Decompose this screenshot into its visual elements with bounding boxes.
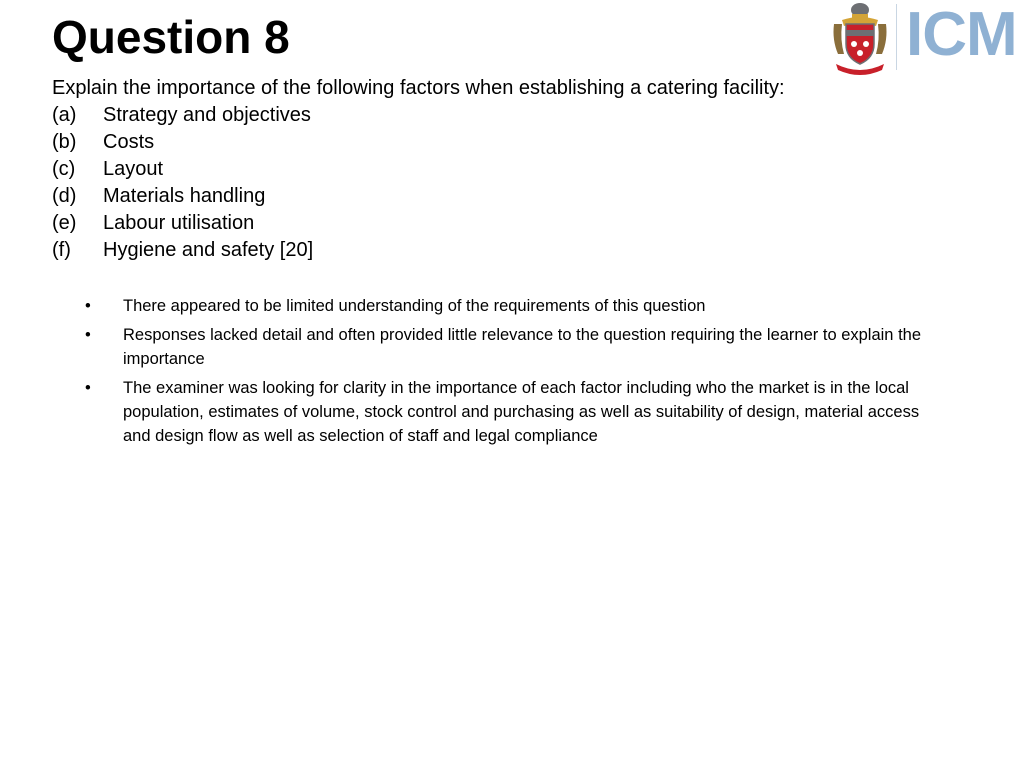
note-text: There appeared to be limited understanding of the requirements of this question: [123, 297, 706, 315]
factor-item: [52, 237, 952, 264]
slide-title: Question 8: [52, 11, 290, 63]
factor-text: Labour utilisation: [103, 212, 255, 234]
note-item: [85, 294, 945, 318]
note-item: [85, 323, 945, 371]
note-item: [85, 376, 945, 448]
note-text: Responses lacked detail and often provided little relevance to the question requiring the learner to explain the importance: [123, 326, 922, 368]
factor-letter: (f): [52, 239, 71, 261]
factor-text: Materials handling: [103, 185, 266, 207]
factor-text: Hygiene and safety [20]: [103, 239, 314, 261]
factor-item: [52, 102, 952, 129]
factor-letter: (a): [52, 104, 77, 126]
logo-divider: [896, 4, 897, 70]
question-block: [52, 75, 952, 264]
bullet-icon: •: [85, 379, 91, 397]
factor-item: [52, 183, 952, 210]
factor-letter: (c): [52, 158, 76, 180]
factor-text: Strategy and objectives: [103, 104, 311, 126]
logo-text: ICM: [906, 0, 1017, 69]
factor-item: [52, 210, 952, 237]
question-prompt: Explain the importance of the following factors when establishing a catering facility:: [52, 77, 785, 99]
factor-letter: (d): [52, 185, 77, 207]
factor-text: Layout: [103, 158, 164, 180]
examiner-notes: [85, 294, 945, 453]
factor-letter: (e): [52, 212, 77, 234]
bullet-icon: •: [85, 326, 91, 344]
bullet-icon: •: [85, 297, 91, 315]
crest-icon: [830, 0, 890, 76]
factor-item: [52, 129, 952, 156]
note-text: The examiner was looking for clarity in the importance of each factor including who the market is in the local population, estimates of volume, stock control and purchasing as well as suitability of design, material access and design flow as well as selection of staff and legal compliance: [123, 379, 920, 445]
icm-logo: [830, 0, 1024, 76]
factor-item: [52, 156, 952, 183]
factor-letter: (b): [52, 131, 77, 153]
factor-text: Costs: [103, 131, 155, 153]
